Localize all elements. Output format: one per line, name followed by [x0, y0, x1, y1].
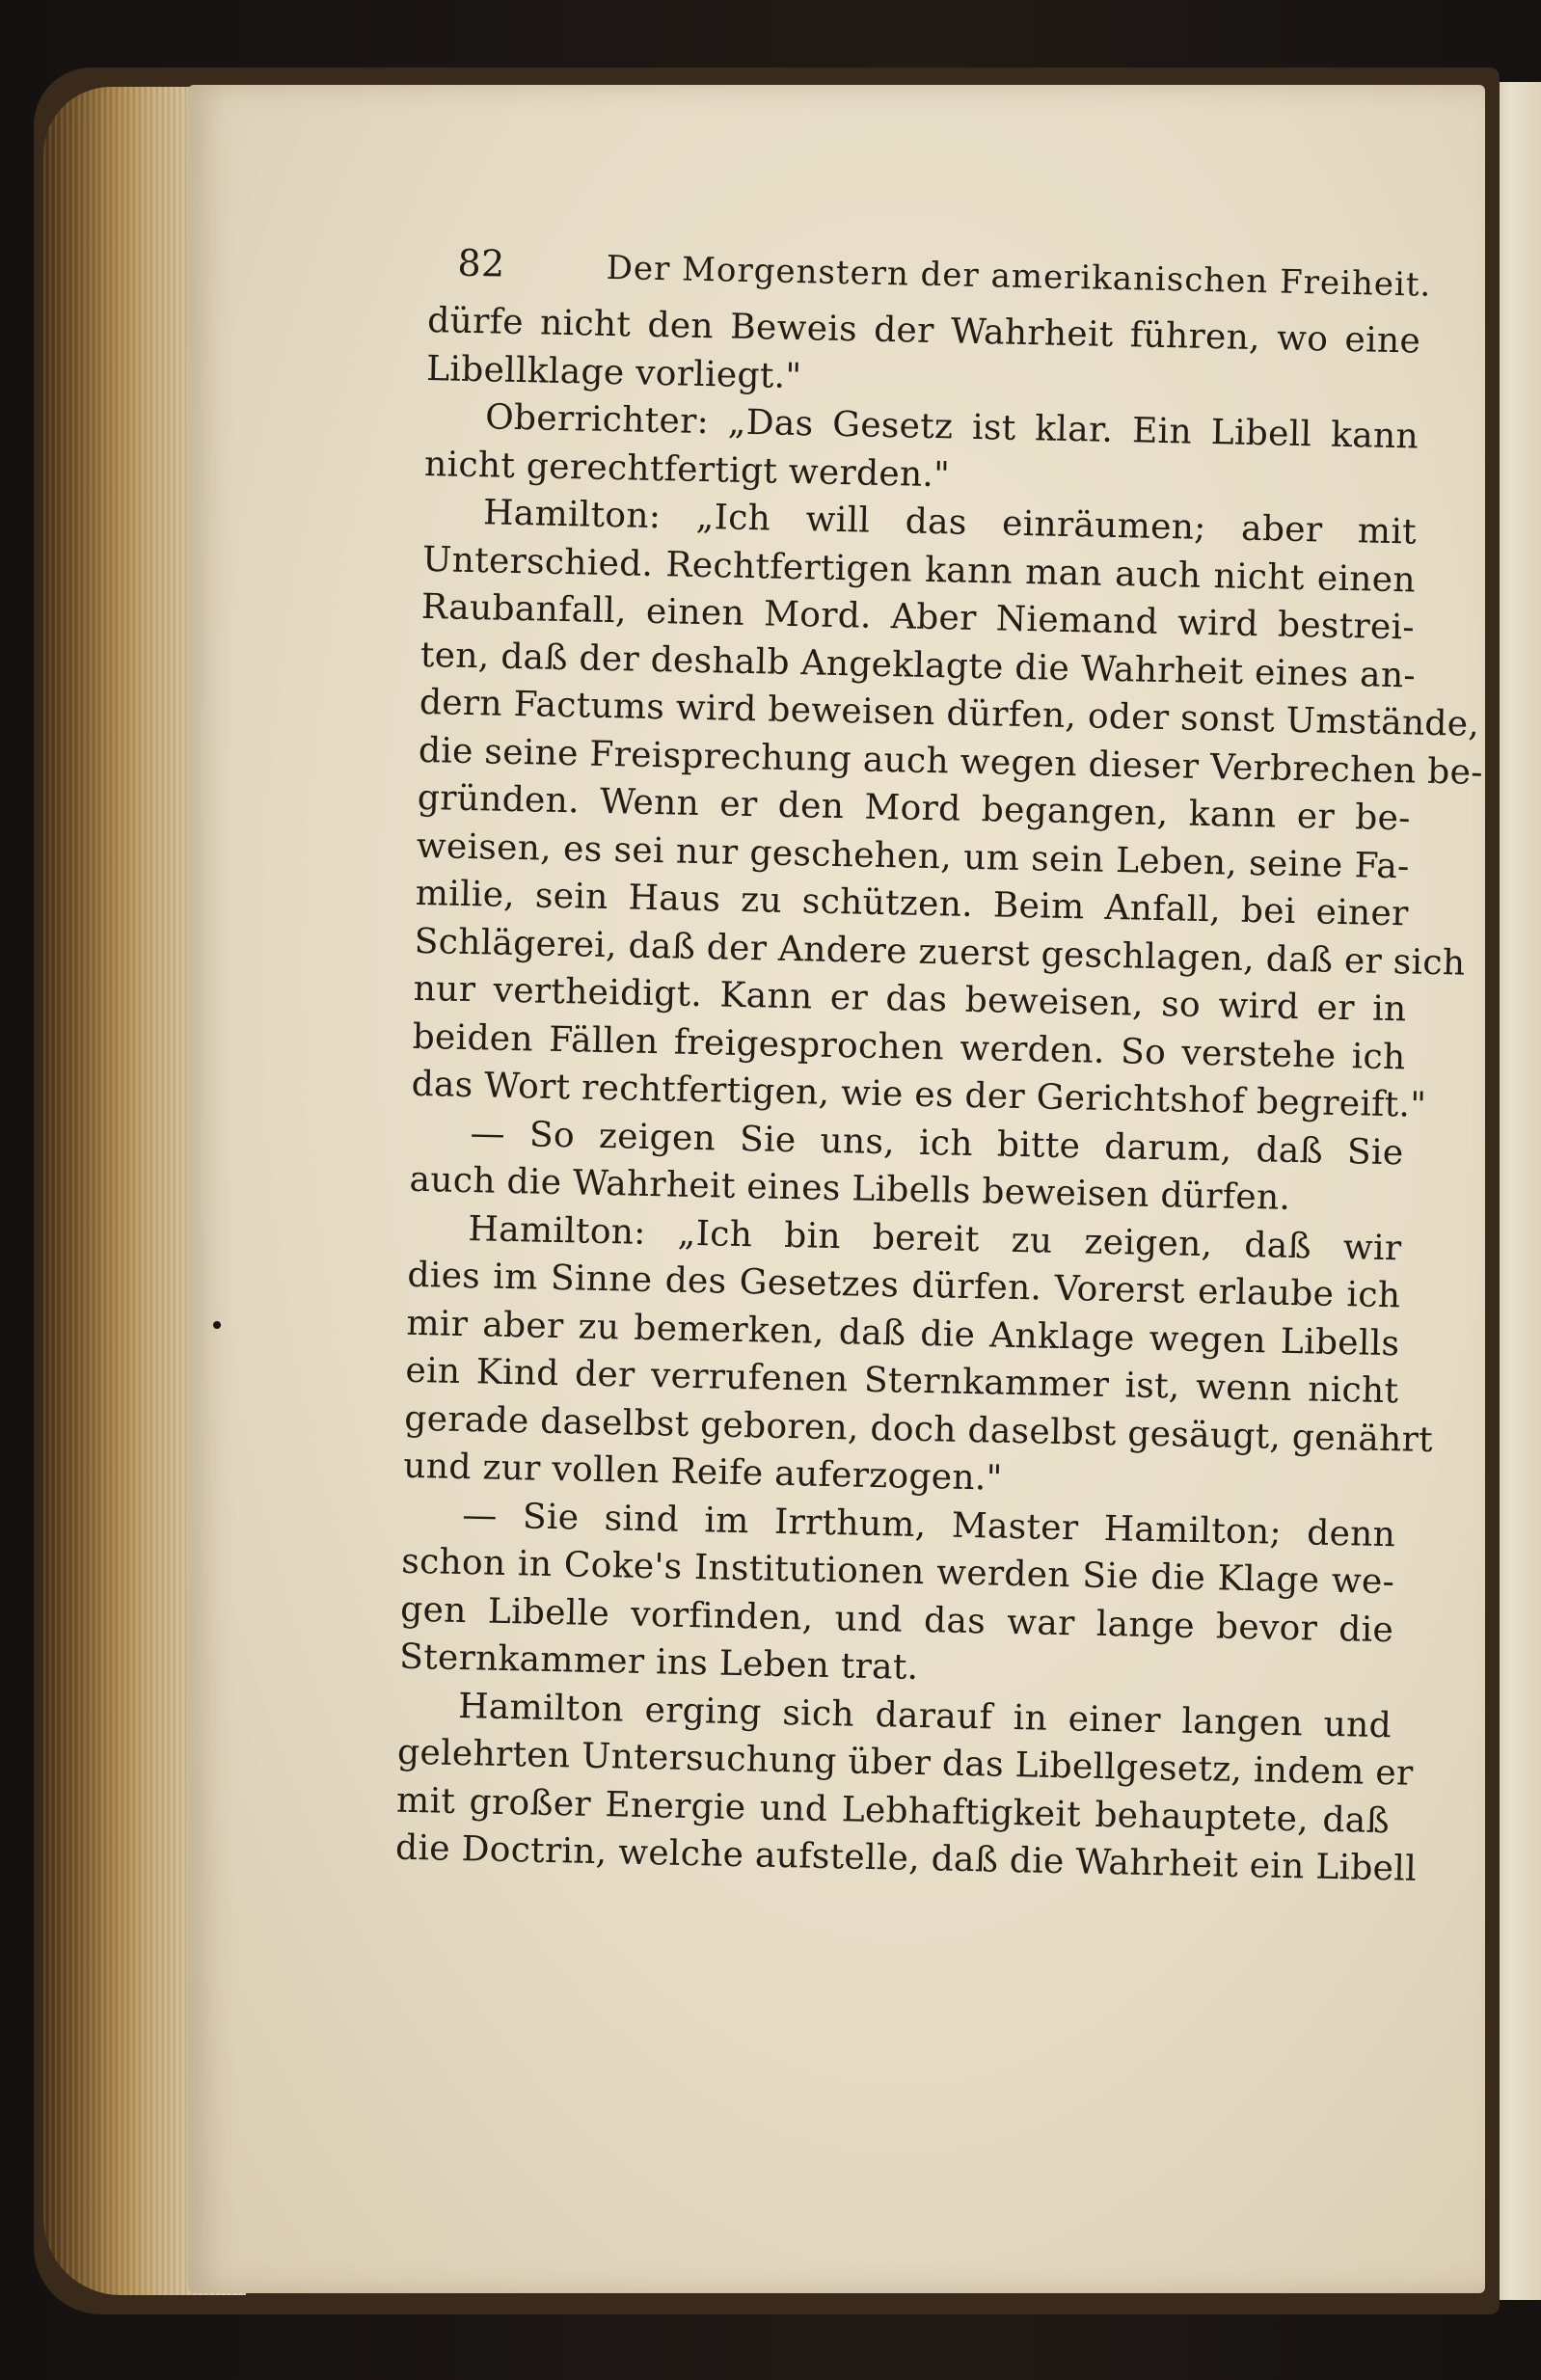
- text-line: mir aber zu bemerken, daß die Anklage wegen Libells: [406, 1303, 1400, 1364]
- text-line: Raubanfall, einen Mord. Aber Niemand wird bestrei-: [420, 586, 1416, 648]
- text-line: beiden Fällen freigesprochen werden. So verstehe ich: [412, 1016, 1406, 1077]
- text-line: ein Kind der verrufenen Sternkammer ist, wenn nicht: [405, 1350, 1399, 1412]
- text-line: nicht gerechtfertigt werden.": [423, 444, 951, 495]
- page-mark: [213, 1321, 221, 1329]
- text-line: ten, daß der deshalb Angeklagte die Wahrheit eines an-: [419, 635, 1417, 696]
- text-line: die Doctrin, welche aufstelle, daß die Wahrheit ein Libell: [394, 1827, 1418, 1889]
- text-line: Unterschied. Rechtfertigen kann man auch nicht einen: [421, 539, 1417, 600]
- text-line: das Wort rechtfertigen, wie es der Gerichtshof begreift.": [411, 1064, 1427, 1125]
- text-line: weisen, es sei nur geschehen, um sein Leben, seine Fa-: [416, 825, 1411, 886]
- text-line: die seine Freisprechung auch wegen dieser Verbrechen be-: [418, 730, 1484, 793]
- text-line: Sternkammer ins Leben trat.: [398, 1636, 919, 1688]
- text-line: Libellklage vorliegt.": [425, 348, 802, 396]
- text-line: schon in Coke's Institutionen werden Sie die Klage we-: [400, 1541, 1395, 1603]
- text-line: Hamilton: „Ich bin bereit zu zeigen, daß wir: [468, 1208, 1402, 1268]
- body-text: [394, 297, 1484, 1893]
- text-line: dürfe nicht den Beweis der Wahrheit führen, wo eine: [426, 300, 1421, 362]
- text-line: Hamilton erging sich darauf in einer langen und: [457, 1686, 1392, 1745]
- text-line: gründen. Wenn er den Mord begangen, kann er be-: [417, 777, 1412, 839]
- text-line: und zur vollen Reife auferzogen.": [402, 1446, 1003, 1499]
- text-line: dern Factums wird beweisen dürfen, oder sonst Umstände,: [419, 682, 1480, 744]
- text-line: — Sie sind im Irrthum, Master Hamilton; denn: [461, 1495, 1396, 1555]
- text-line: gerade daselbst geboren, doch daselbst gesäugt, genährt: [404, 1398, 1434, 1460]
- text-line: milie, sein Haus zu schützen. Beim Anfall, bei einer: [415, 873, 1410, 934]
- text-line: — So zeigen Sie uns, ich bitte darum, daß Sie: [470, 1113, 1404, 1173]
- text-line: gen Libelle vorfinden, und das war lange bevor die: [399, 1589, 1394, 1650]
- text-line: nur vertheidigt. Kann er das beweisen, so wird er in: [413, 968, 1407, 1030]
- page-number: 82: [457, 241, 505, 285]
- text-line: Hamilton: „Ich will das einräumen; aber mit: [482, 493, 1418, 553]
- text-block: [394, 241, 1484, 1893]
- text-line: dies im Sinne des Gesetzes dürfen. Vorerst erlaube ich: [407, 1255, 1401, 1316]
- text-line: gelehrten Untersuchung über das Libellgesetz, indem er: [396, 1732, 1414, 1794]
- text-line: Oberrichter: „Das Gesetz ist klar. Ein Libell kann: [484, 397, 1419, 457]
- text-line: Schlägerei, daß der Andere zuerst geschlagen, daß er sich: [414, 921, 1466, 984]
- running-title: Der Morgenstern der amerikanischen Freiheit.: [606, 248, 1432, 305]
- text-line: auch die Wahrheit eines Libells beweisen dürfen.: [409, 1159, 1291, 1218]
- text-line: mit großer Energie und Lebhaftigkeit behauptete, daß: [395, 1780, 1391, 1841]
